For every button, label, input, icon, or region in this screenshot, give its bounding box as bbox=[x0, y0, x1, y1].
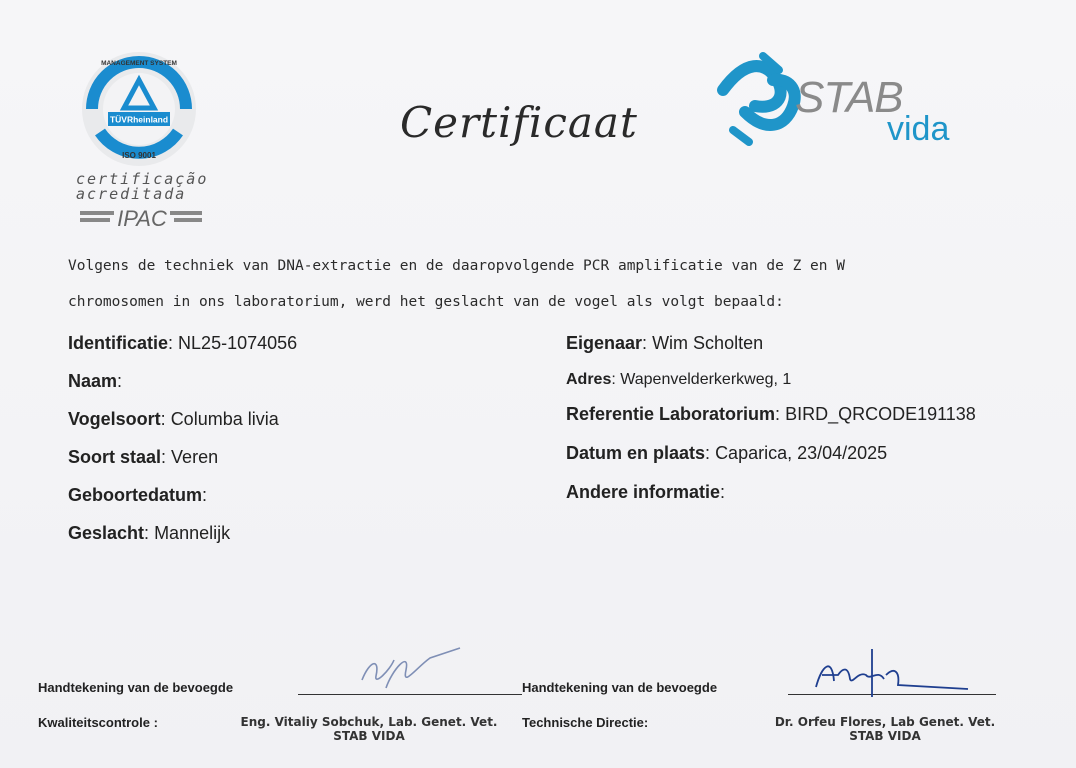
intro-line-2: chromosomen in ons laboratorium, werd het geslacht van de vogel als volgt bepaald: bbox=[68, 294, 784, 310]
accreditation-line-1: certificação bbox=[76, 170, 209, 188]
intro-paragraph bbox=[68, 248, 1028, 320]
field-vogelsoort: Vogelsoort: Columba livia bbox=[68, 409, 279, 429]
field-naam: Naam: bbox=[68, 371, 123, 391]
accreditation-block bbox=[76, 170, 209, 203]
tuv-rheinland-badge bbox=[80, 50, 198, 168]
signature-scribble-left bbox=[350, 640, 470, 700]
signatory-left bbox=[228, 715, 510, 743]
field-key: Soort staal bbox=[68, 447, 162, 467]
stab-logo-word2: vida bbox=[887, 110, 950, 148]
intro-line-1: Volgens de techniek van DNA-extractie en de daaropvolgende PCR amplificatie van de Z en W bbox=[68, 258, 845, 274]
field-andere-informatie: Andere informatie: bbox=[566, 482, 726, 502]
field-referentie-laboratorium: Referentie Laboratorium: BIRD_QRCODE191138 bbox=[566, 404, 976, 424]
stab-vida-logo bbox=[715, 50, 1015, 150]
field-value: NL25-1074056 bbox=[178, 333, 298, 353]
field-key: Identificatie bbox=[68, 333, 169, 353]
field-key: Naam bbox=[68, 371, 118, 391]
field-soort-staal: Soort staal: Veren bbox=[68, 447, 219, 467]
field-key: Adres bbox=[566, 371, 612, 388]
field-geslacht: Geslacht: Mannelijk bbox=[68, 523, 231, 543]
field-geboortedatum: Geboortedatum: bbox=[68, 485, 208, 505]
signatory-right bbox=[750, 715, 1020, 743]
field-key: Eigenaar bbox=[566, 333, 643, 353]
tuv-brand-text: TÜVRheinland bbox=[109, 114, 169, 125]
tuv-iso-text: ISO 9001 bbox=[122, 151, 156, 160]
ipac-logo bbox=[78, 203, 204, 231]
signatory-right-name: Dr. Orfeu Flores, Lab Genet. Vet. bbox=[774, 715, 996, 729]
field-value: Veren bbox=[171, 447, 219, 467]
stab-logo-word1: STAB bbox=[795, 73, 903, 122]
field-adres: Adres: Wapenvelderkerkweg, 1 bbox=[566, 371, 792, 388]
signatory-left-name: Eng. Vitaliy Sobchuk, Lab. Genet. Vet. bbox=[240, 715, 498, 729]
field-key: Geslacht bbox=[68, 523, 145, 543]
field-value: Caparica, 23/04/2025 bbox=[715, 443, 888, 463]
field-key: Datum en plaats bbox=[566, 443, 706, 463]
signature-role-right: Technische Directie: bbox=[522, 715, 649, 730]
field-key: Referentie Laboratorium bbox=[566, 404, 776, 424]
field-value: Columba livia bbox=[170, 409, 279, 429]
tuv-ring-text: MANAGEMENT SYSTEM bbox=[101, 60, 177, 67]
signature-role-left: Kwaliteitscontrole : bbox=[38, 715, 158, 730]
certificate-title: Certificaat bbox=[400, 98, 638, 147]
field-identificatie: Identificatie: NL25-1074056 bbox=[68, 333, 298, 353]
signatory-left-company: STAB VIDA bbox=[333, 729, 405, 743]
field-value: BIRD_QRCODE191138 bbox=[785, 404, 976, 424]
field-value: Wim Scholten bbox=[652, 333, 764, 353]
signature-label-left: Handtekening van de bevoegde bbox=[38, 680, 234, 695]
field-value: Wapenvelderkerkweg, 1 bbox=[620, 371, 792, 388]
signature-label-right: Handtekening van de bevoegde bbox=[522, 680, 718, 695]
signature-scribble-right bbox=[808, 645, 978, 705]
field-eigenaar: Eigenaar: Wim Scholten bbox=[566, 333, 764, 353]
field-key: Vogelsoort bbox=[68, 409, 161, 429]
signatory-right-company: STAB VIDA bbox=[849, 729, 921, 743]
field-value: Mannelijk bbox=[154, 523, 231, 543]
field-key: Andere informatie bbox=[566, 482, 721, 502]
field-key: Geboortedatum bbox=[68, 485, 203, 505]
accreditation-line-2: acreditada bbox=[76, 185, 187, 203]
field-datum-en-plaats: Datum en plaats: Caparica, 23/04/2025 bbox=[566, 443, 888, 463]
ipac-logo-text: IPAC bbox=[117, 206, 167, 231]
